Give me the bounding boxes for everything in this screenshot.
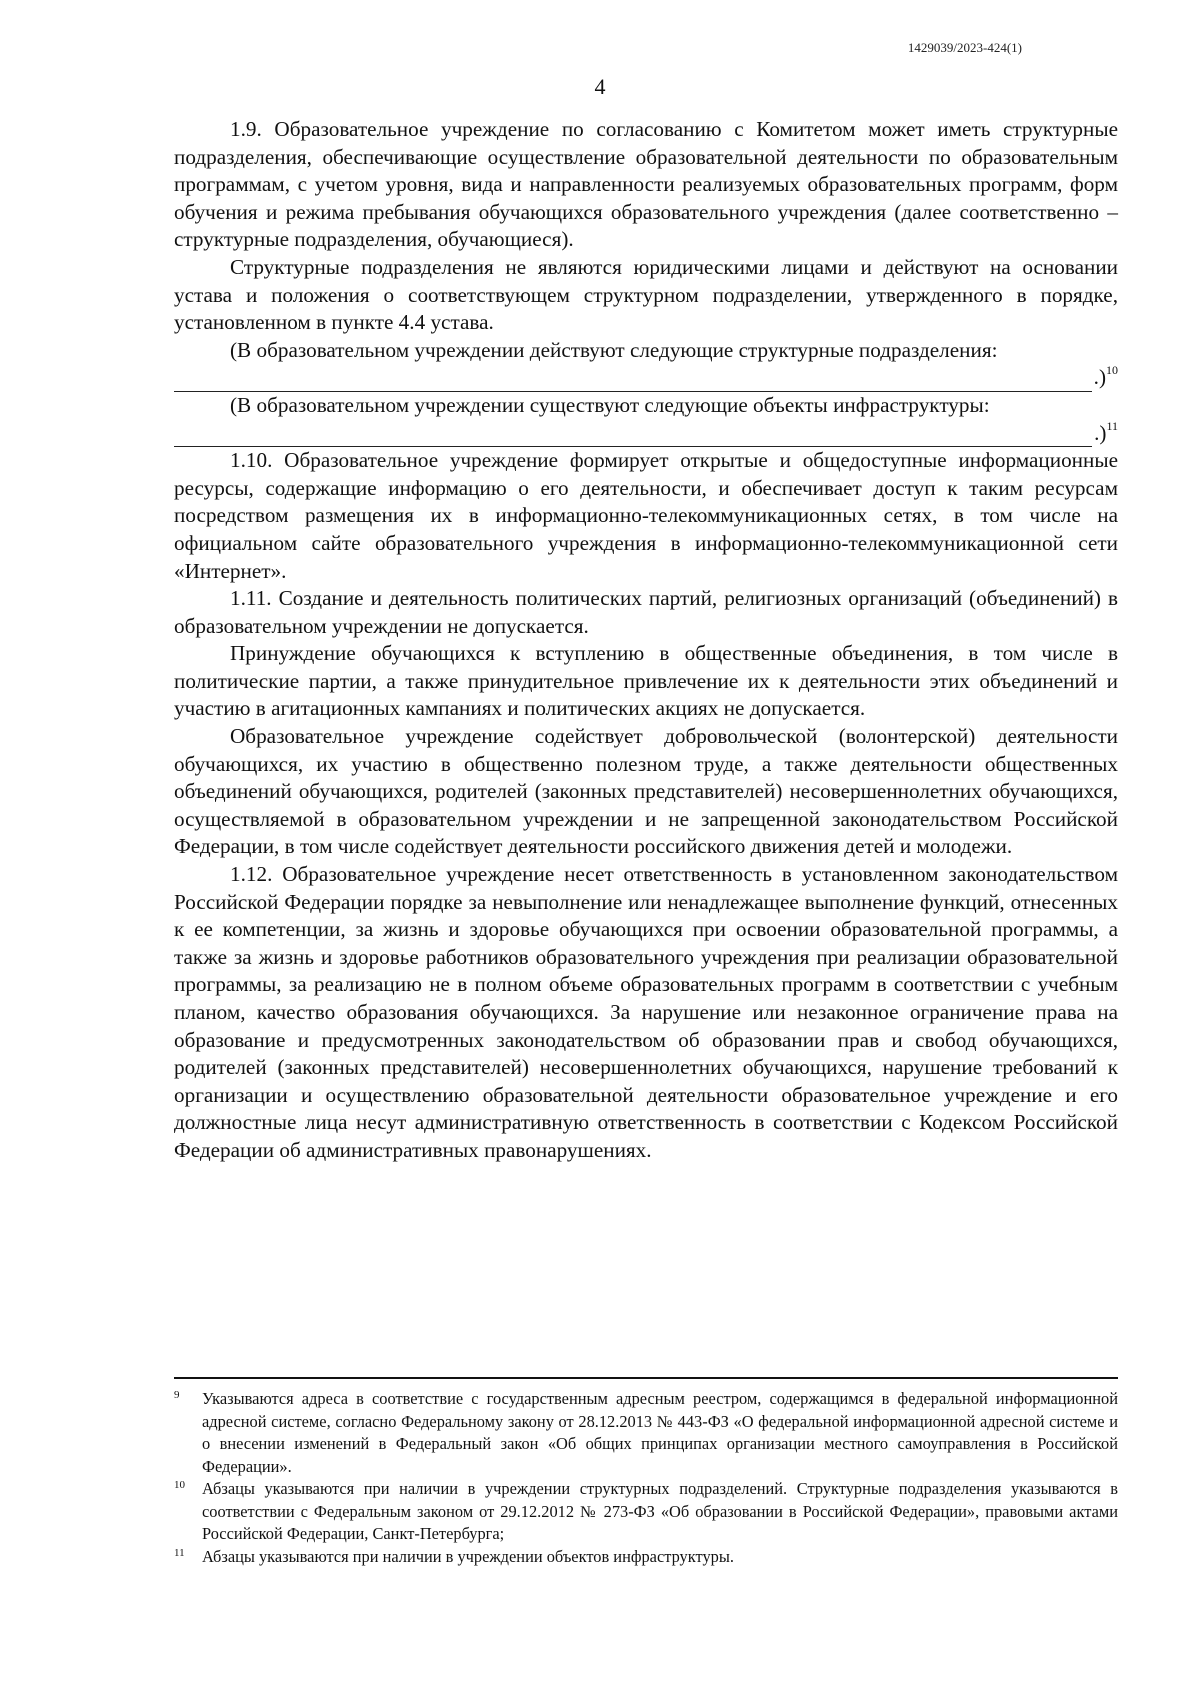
footnote-11 <box>174 1546 1118 1569</box>
footnote-ref-10: 10 <box>1106 363 1118 378</box>
footnote-mark: 11 <box>174 1546 185 1559</box>
document-body <box>174 116 1118 1165</box>
paragraph-1-9: 1.9. Образовательное учреждение по согласованию с Комитетом может иметь структурные подразделения, обеспечивающие осуществление образовательной деятельности по образовательным программам, с учетом уровня, вида и направленности реализуемых образовательных программ, форм обучения и режима пребывания обучающихся образовательного учреждения (далее соответственно – структурные подразделения, обучающиеся). <box>174 117 1118 252</box>
fill-in-blank-line <box>174 371 1092 392</box>
footnote-10 <box>174 1478 1118 1546</box>
paragraph-1-12: 1.12. Образовательное учреждение несет ответственность в установленном законодательством Российской Федерации порядке за невыполнение или ненадлежащее выполнение функций, отнесенных к ее компетенции, за жизнь и здоровье обучающихся при освоении образовательной программы, а также за жизнь и здоровье работников образовательного учреждения при реализации образовательной программы, за реализацию не в полном объеме образовательных программ в соответствии с учебным планом, качество образования обучающихся. За нарушение или незаконное ограничение права на образование и предусмотренных законодательством об образовании прав и свобод обучающихся, родителей (законных представителей) несовершеннолетних обучающихся, нарушение требований к организации и осуществлению образовательной деятельности образовательное учреждение и его должностные лица несут административную ответственность в соответствии с Кодексом Российской Федерации об административных правонарушениях. <box>174 862 1118 1162</box>
paragraph-volunteer-support: Образовательное учреждение содействует добровольческой (волонтерской) деятельности обучающихся, их участию в общественно полезном труде, а также деятельности общественных объединений обучающихся, родителей (законных представителей) несовершеннолетних обучающихся, осуществляемой в образовательном учреждении и не запрещенной законодательством Российской Федерации, в том числе содействует деятельности российского движения детей и молодежи. <box>174 724 1118 859</box>
footnote-text: Абзацы указываются при наличии в учреждении структурных подразделений. Структурные подразделения указываются в соответствии с Федеральным законом от 29.12.2012 № 273-ФЗ «Об образовании в Российской Федерации», правовыми актами Российской Федерации, Санкт-Петербурга; <box>202 1479 1118 1543</box>
structural-units-blank-row <box>174 364 1118 392</box>
footnote-separator <box>174 1377 1118 1379</box>
footnote-9 <box>174 1388 1118 1478</box>
document-id: 1429039/2023-424(1) <box>907 40 1022 55</box>
paragraph-infrastructure-list <box>174 392 1118 420</box>
footnotes <box>174 1388 1118 1568</box>
paragraph-structural-units-list-text: (В образовательном учреждении действуют следующие структурные подразделения: <box>230 337 998 362</box>
footnote-text: Абзацы указываются при наличии в учреждении объектов инфраструктуры. <box>202 1546 734 1566</box>
paragraph-1-10: 1.10. Образовательное учреждение формирует открытые и общедоступные информационные ресурсы, содержащие информацию о его деятельности, и обеспечивает доступ к таким ресурсам посредством размещения их в информационно-телекоммуникационных сетях, в том числе на официальном сайте образовательного учреждения в информационно-телекоммуникационной сети «Интернет». <box>174 448 1118 583</box>
paragraph-infrastructure-list-text: (В образовательном учреждении существуют следующие объекты инфраструктуры: <box>230 392 990 417</box>
closing-punctuation: .) <box>1094 420 1107 445</box>
paragraph-coercion-ban: Принуждение обучающихся к вступлению в общественные объединения, в том числе в политические партии, а также принудительное привлечение их к деятельности этих объединений и участию в агитационных кампаниях и политических акциях не допускается. <box>174 641 1118 721</box>
footnote-ref-11: 11 <box>1106 418 1118 433</box>
paragraph-structural-units-list <box>174 337 1118 365</box>
footnote-mark: 9 <box>174 1389 180 1401</box>
fill-in-blank-line <box>174 426 1092 447</box>
footnote-mark: 10 <box>174 1479 185 1491</box>
footnote-text: Указываются адреса в соответствие с государственным адресным реестром, содержащимся в федеральной информационной адресной системе, согласно Федеральному закону от 28.12.2013 № 443-ФЗ «О федеральной информационной адресной системе и о внесении изменений в Федеральный закон «Об общих принципах организации местного самоуправления в Российской Федерации». <box>202 1389 1118 1476</box>
closing-punctuation: .) <box>1093 365 1106 390</box>
paragraph-1-11: 1.11. Создание и деятельность политических партий, религиозных организаций (объединений) в образовательном учреждении не допускается. <box>174 586 1118 638</box>
page-number: 4 <box>594 74 606 99</box>
paragraph-structural-units-status: Структурные подразделения не являются юридическими лицами и действуют на основании устава и положения о соответствующем структурном подразделении, утвержденного в порядке, установленном в пункте 4.4 устава. <box>174 254 1118 335</box>
infrastructure-blank-row <box>174 420 1118 448</box>
